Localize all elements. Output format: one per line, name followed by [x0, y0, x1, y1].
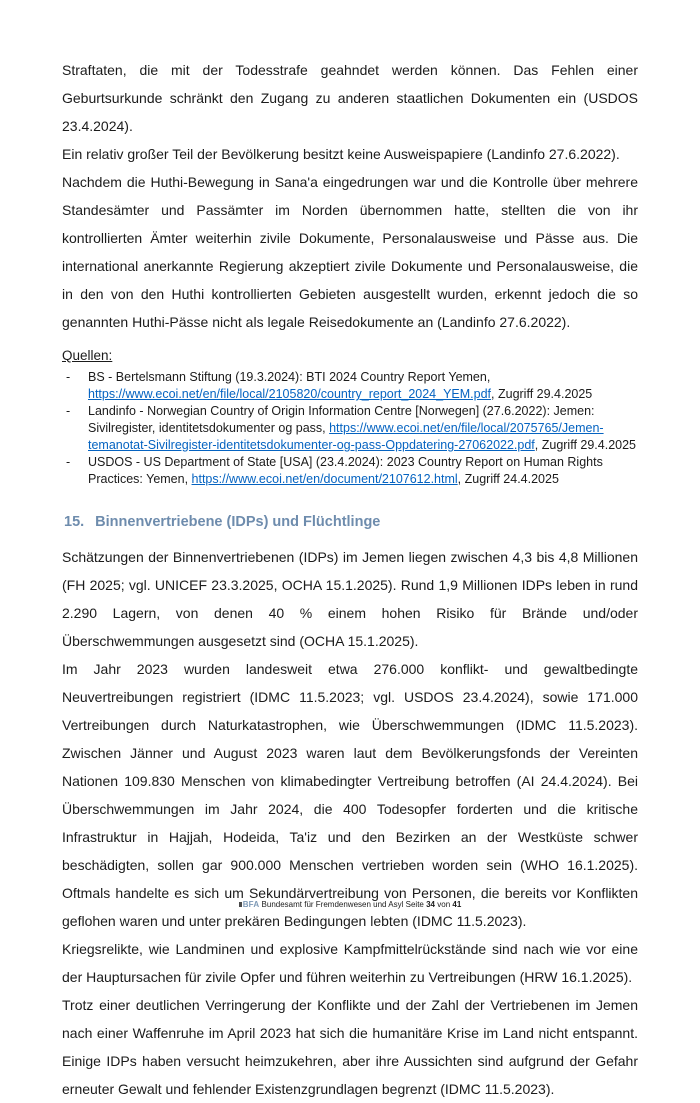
page-content: [62, 56, 638, 1103]
footer-von-label: von: [437, 900, 451, 909]
paragraph-ceasefire-crisis: Trotz einer deutlichen Verringerung der Konflikte und der Zahl der Vertriebenen im Jemen nach einer Waffenruhe im April 2023 hat sich die humanitäre Krise im Land nicht entspannt. Einige IDPs haben versucht heimzukehren, aber ihre Aussichten sind aufgrund der Gefahr erneuter Gewalt und fehlender Existenzgrundlagen begrenzt (IDMC 11.5.2023).: [62, 997, 638, 1097]
sources-list: [62, 369, 638, 488]
page-footer: [0, 899, 700, 910]
source-text: [88, 369, 638, 403]
paragraph-displacements-2023: Im Jahr 2023 wurden landesweit etwa 276.000 konflikt- und gewaltbedingte Neuvertreibungen registriert (IDMC 11.5.2023; vgl. USDOS 23.4.2024), sowie 171.000 Vertreibungen durch Naturkatastrophen, wie Überschwemmungen (IDMC 11.5.2023). Zwischen Jänner und August 2023 waren laut dem Bevölkerungsfonds der Vereinten Nationen 109.830 Menschen von klimabedingter Vertreibung betroffen (AI 24.4.2024). Bei Überschwemmungen im Jahr 2024, die 400 Todesopfer forderten und die kritische Infrastruktur in Hajjah, Hodeida, Ta'iz und den Bezirken an der Westküste schwer beschädigten, sollen gar 900.000 Menschen vertrieben worden sein (WHO 16.1.2025). Oftmals handelte es sich um Sekundärvertreibung von Personen, die bereits vor Konflikten geflohen waren und unter prekären Bedingungen lebten (IDMC 11.5.2023).: [62, 661, 638, 929]
source-access-date: , Zugriff 29.4.2025: [534, 438, 637, 452]
section-number: 15.: [64, 514, 85, 530]
bfa-logo: BFA: [242, 900, 260, 909]
paragraph-no-id-papers: Ein relativ großer Teil der Bevölkerung besitzt keine Ausweispapiere (Landinfo 27.6.2022).: [62, 146, 620, 162]
source-citation: BS - Bertelsmann Stiftung (19.3.2024): BTI 2024 Country Report Yemen,: [88, 370, 491, 384]
source-link-usdos[interactable]: https://www.ecoi.net/en/document/2107612.html: [191, 472, 458, 486]
paragraph-war-remnants: Kriegsrelikte, wie Landminen und explosive Kampfmittelrückstände sind nach wie vor eine der Hauptursachen für zivile Opfer und führen weiterhin zu Vertreibungen (HRW 16.1.2025).: [62, 941, 638, 985]
source-item-landinfo: [62, 403, 638, 454]
footer-page-label: Seite: [405, 900, 424, 909]
source-access-date: , Zugriff 24.4.2025: [457, 472, 559, 486]
list-bullet: -: [66, 455, 71, 469]
source-link-landinfo[interactable]: https://www.ecoi.net/en/file/local/2075765/Jemen-temanotat-Sivilregister-identitetsdokumenter-og-pass-Oppdatering-27062022.pdf: [88, 421, 604, 452]
paragraph-huthi-documents: Nachdem die Huthi-Bewegung in Sana'a eingedrungen war und die Kontrolle über mehrere Standesämter und Passämter im Norden übernommen hatte, stellten die von ihr kontrollierten Ämter weiterhin zivile Dokumente, Personalausweise und Pässe aus. Die international anerkannte Regierung akzeptiert zivile Dokumente und Personalausweise, die in den von den Huthi kontrollierten Gebieten ausgestellt wurden, erkennt jedoch die so genannten Huthi-Pässe nicht als legale Reisedokumente an (Landinfo 27.6.2022).: [62, 174, 638, 330]
paragraph-idp-estimates: Schätzungen der Binnenvertriebenen (IDPs) im Jemen liegen zwischen 4,3 bis 4,8 Millionen (FH 2025; vgl. UNICEF 23.3.2025, OCHA 15.1.2025). Rund 1,9 Millionen IDPs leben in rund 2.290 Lagern, von denen 40 % einem hohen Risiko für Brände und/oder Überschwemmungen ausgesetzt sind (OCHA 15.1.2025).: [62, 549, 638, 649]
sources-heading-label: Quellen:: [62, 348, 113, 363]
footer-org-name: Bundesamt für Fremdenwesen und Asyl: [261, 900, 404, 909]
paragraph-documents-deathpenalty: Straftaten, die mit der Todesstrafe geahndet werden können. Das Fehlen einer Geburtsurkunde schränkt den Zugang zu anderen staatlichen Dokumenten ein (USDOS 23.4.2024).: [62, 62, 638, 134]
list-bullet: -: [66, 404, 71, 418]
source-item-usdos: [62, 454, 638, 488]
footer-page-current: 34: [426, 900, 436, 909]
source-item-bs: [62, 369, 638, 403]
source-text: [88, 403, 638, 454]
sources-heading: [62, 347, 638, 365]
source-link-bs[interactable]: https://www.ecoi.net/en/file/local/2105820/country_report_2024_YEM.pdf: [88, 387, 492, 401]
section-heading-idps: [64, 513, 638, 532]
source-citation: USDOS - US Department of State [USA] (23.4.2024): 2023 Country Report on Human Rights Practices: Yemen,: [88, 455, 603, 486]
source-access-date: , Zugriff 29.4.2025: [491, 387, 593, 401]
source-text: [88, 454, 638, 488]
bfa-logo-mark-icon: [239, 902, 242, 907]
section-title: Binnenvertriebene (IDPs) und Flüchtlinge: [95, 514, 381, 530]
source-citation: Landinfo - Norwegian Country of Origin Information Centre [Norwegen] (27.6.2022): Jemen: Sivilregister, identitetsdokumenter og pass,: [88, 404, 595, 435]
footer-page-total: 41: [452, 900, 462, 909]
list-bullet: -: [66, 370, 71, 384]
